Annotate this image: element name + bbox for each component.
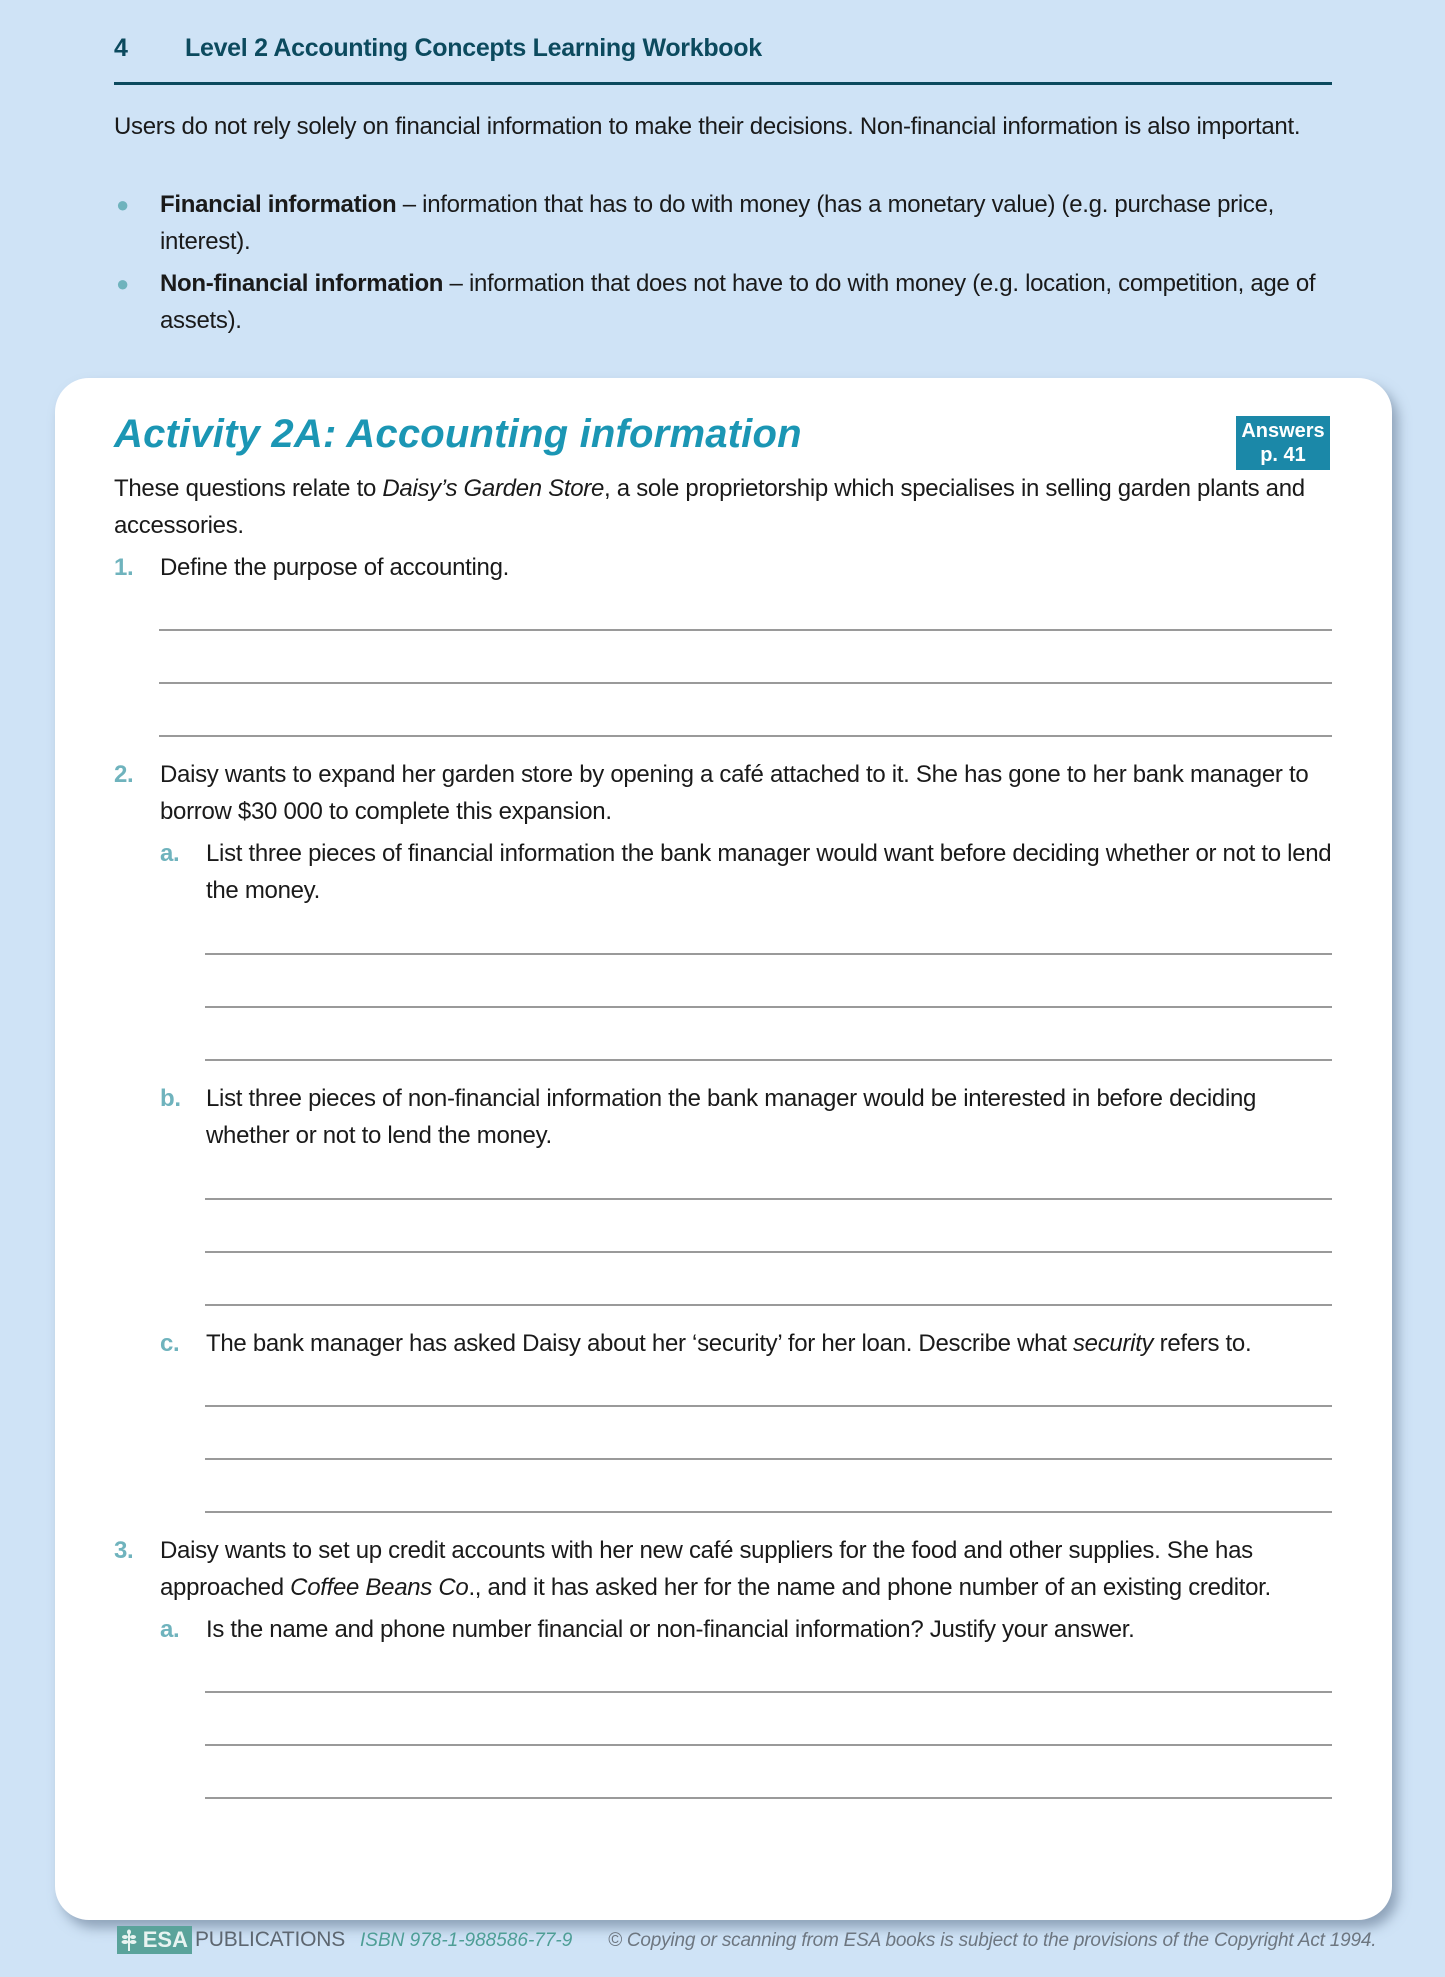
header-rule — [114, 82, 1332, 85]
intro-paragraph: Users do not rely solely on financial information to make their decisions. Non-financial information is also important. — [114, 113, 1301, 140]
question-2 — [114, 756, 1339, 830]
part-label: a. — [160, 1616, 180, 1643]
part-text: The bank manager has asked Daisy about her ‘security’ for her loan. Describe what security refers to. — [206, 1330, 1252, 1357]
book-title: Level 2 Accounting Concepts Learning Workbook — [185, 34, 762, 62]
answer-line[interactable] — [205, 953, 1332, 955]
question-number: 3. — [114, 1537, 134, 1564]
bullet-non-financial — [114, 265, 1344, 339]
answer-line[interactable] — [205, 1405, 1332, 1407]
answer-line[interactable] — [205, 1251, 1332, 1253]
bullet-term: Financial information — [160, 191, 397, 218]
answer-line[interactable] — [205, 1797, 1332, 1799]
isbn: ISBN 978-1-988586-77-9 — [360, 1930, 573, 1951]
part-text: Is the name and phone number financial or non-financial information? Justify your answer. — [206, 1616, 1135, 1643]
question-text: Daisy wants to expand her garden store by opening a café attached to it. She has gone to her bank manager to borrow $30 000 to complete this expansion. — [160, 761, 1309, 825]
part-label: b. — [160, 1085, 181, 1112]
bullet-icon: ● — [116, 271, 129, 296]
answers-page: p. 41 — [1260, 444, 1306, 466]
answer-line[interactable] — [205, 1511, 1332, 1513]
tree-icon — [121, 1929, 137, 1951]
activity-title: Activity 2A: Accounting information — [114, 412, 802, 456]
part-label: a. — [160, 840, 180, 867]
answer-line[interactable] — [159, 735, 1332, 737]
answer-line[interactable] — [205, 1198, 1332, 1200]
question-number: 2. — [114, 761, 134, 788]
question-2c — [160, 1325, 1340, 1362]
bullet-definition: – information that has to do with money (has a monetary value) (e.g. purchase price, interest). — [160, 191, 1275, 255]
esa-logo — [117, 1926, 192, 1954]
answer-line[interactable] — [205, 1059, 1332, 1061]
question-3 — [114, 1532, 1339, 1606]
answer-line[interactable] — [159, 682, 1332, 684]
bullet-term: Non-financial information — [160, 270, 444, 297]
question-2b — [160, 1080, 1340, 1154]
bullet-financial — [114, 186, 1344, 260]
answer-line[interactable] — [159, 629, 1332, 631]
question-1 — [114, 549, 1339, 586]
question-text: Define the purpose of accounting. — [160, 554, 510, 581]
answer-line[interactable] — [205, 1691, 1332, 1693]
part-text: List three pieces of financial information the bank manager would want before deciding whether or not to lend the money. — [206, 840, 1332, 904]
answer-line[interactable] — [205, 1304, 1332, 1306]
answer-line[interactable] — [205, 1458, 1332, 1460]
company-name: Coffee Beans Co — [290, 1574, 469, 1601]
part-label: c. — [160, 1330, 180, 1357]
copyright-notice: © Copying or scanning from ESA books is subject to the provisions of the Copyright Act 1994. — [608, 1930, 1377, 1951]
store-name: Daisy’s Garden Store — [382, 475, 605, 502]
question-3a — [160, 1611, 1340, 1648]
question-2a — [160, 835, 1340, 909]
answers-label: Answers — [1241, 420, 1325, 442]
answers-badge[interactable] — [1236, 416, 1330, 470]
question-number: 1. — [114, 554, 134, 581]
page-number: 4 — [114, 34, 128, 62]
answer-line[interactable] — [205, 1006, 1332, 1008]
logo-text: ESA — [142, 1927, 188, 1952]
part-text: List three pieces of non-financial information the bank manager would be interested in before deciding whether or not to lend the money. — [206, 1085, 1257, 1149]
activity-intro: These questions relate to Daisy’s Garden Store, a sole proprietorship which specialises in selling garden plants and accessories. — [114, 475, 1305, 539]
publisher-name: PUBLICATIONS — [195, 1928, 346, 1951]
bullet-icon: ● — [116, 192, 129, 217]
bullet-definition: – information that does not have to do with money (e.g. location, competition, age of assets). — [160, 270, 1316, 334]
question-text: Daisy wants to set up credit accounts with her new café suppliers for the food and other supplies. She has approached Coffee Beans Co., and it has asked her for the name and phone number of an existing creditor. — [160, 1537, 1271, 1601]
answer-line[interactable] — [205, 1744, 1332, 1746]
